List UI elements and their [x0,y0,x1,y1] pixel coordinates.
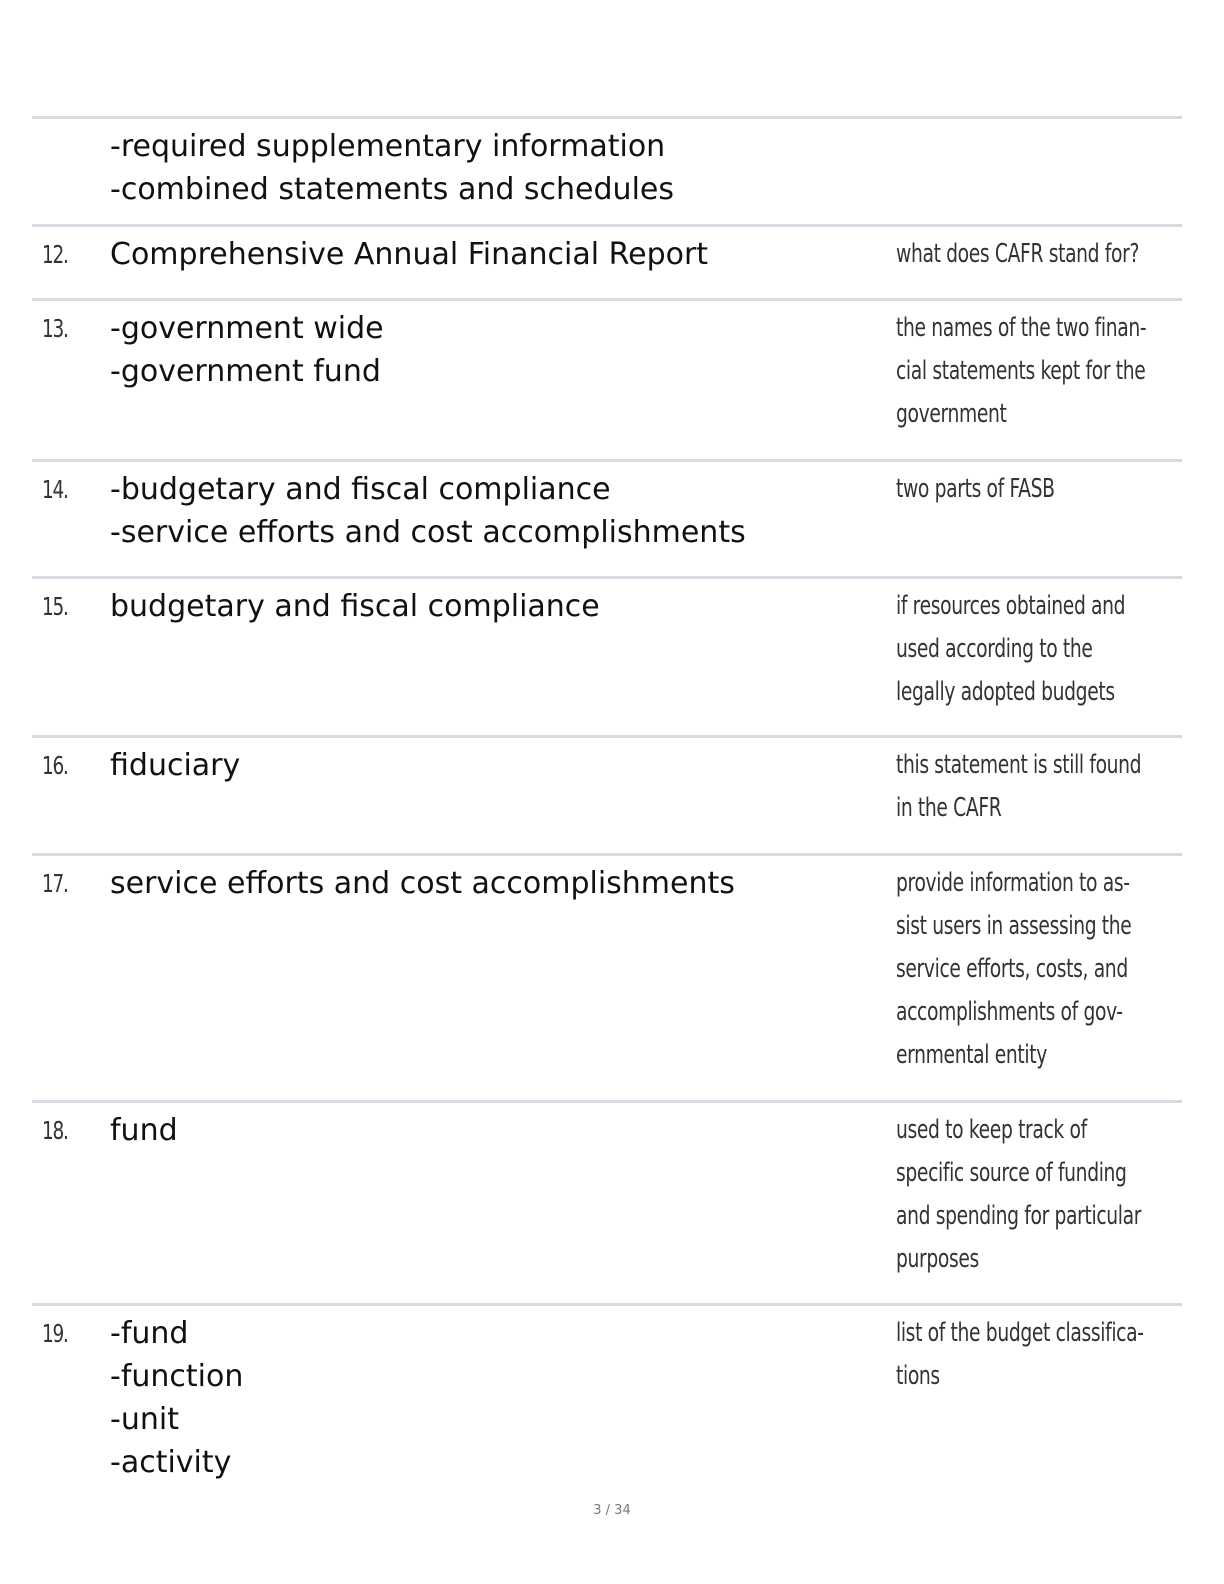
definition-line: provide information to as- [896,868,1130,898]
term-line: -unit [110,1402,179,1437]
definition-line: cial statements kept for the [896,356,1146,386]
card-number: 17. [42,869,68,898]
definition-line: if resources obtained and [896,591,1126,621]
card-term [110,1312,870,1484]
card-definition [896,1109,1162,1281]
flashcard-row [32,735,1182,823]
card-definition [896,862,1162,1077]
card-number: 14. [42,475,68,504]
term-line: -activity [110,1445,232,1480]
card-term [110,585,870,628]
definition-line: specific source of funding [896,1158,1127,1188]
definition-line: legally adopted budgets [896,677,1115,707]
term-line: -government wide [110,311,384,346]
definition-line: in the CAFR [896,793,1002,823]
card-definition [896,307,1162,436]
term-line: -service efforts and cost accomplishments [110,515,746,550]
card-term [110,468,870,554]
definition-line: ernmental entity [896,1040,1047,1070]
term-line: service efforts and cost accomplishments [110,866,735,901]
term-line: fund [110,1113,178,1148]
term-line: -required supplementary information [110,129,666,164]
term-line: -fund [110,1316,189,1351]
flashcard-row [32,298,1182,429]
term-line: budgetary and fiscal compliance [110,589,600,624]
definition-line: list of the budget classifica- [896,1318,1144,1348]
card-number: 18. [42,1116,68,1145]
card-number: 12. [42,240,68,269]
card-term [110,307,870,393]
definition-line: what does CAFR stand for? [896,239,1140,269]
card-term [110,125,870,211]
card-number: 16. [42,751,68,780]
definition-line: the names of the two finan- [896,313,1147,343]
term-line: fiduciary [110,748,241,783]
definition-line: government [896,399,1007,429]
flashcard-row [32,1100,1182,1274]
page-indicator: 3 / 34 [593,1503,631,1518]
flashcard-row [32,853,1182,1070]
definition-line: tions [896,1361,940,1391]
term-line: -function [110,1359,244,1394]
card-number: 13. [42,314,68,343]
card-definition [896,468,1162,511]
definition-line: service efforts, costs, and [896,954,1128,984]
definition-line: used according to the [896,634,1093,664]
term-line: -budgetary and fiscal compliance [110,472,611,507]
term-line: Comprehensive Annual Financial Report [110,237,709,272]
flashcard-row [32,224,1182,272]
card-definition [896,233,1162,276]
definition-line: accomplishments of gov- [896,997,1123,1027]
flashcard-row [32,1303,1182,1480]
card-number: 15. [42,592,68,621]
flashcard-row [32,576,1182,707]
card-term [110,744,870,787]
card-term [110,1109,870,1152]
definition-line: sist users in assessing the [896,911,1132,941]
card-definition [896,1312,1162,1398]
definition-line: purposes [896,1244,979,1274]
definition-line: this statement is still found [896,750,1142,780]
flashcard-row [32,116,1182,207]
term-line: -government fund [110,354,381,389]
definition-line: two parts of FASB [896,474,1055,504]
term-line: -combined statements and schedules [110,172,674,207]
definition-line: and spending for particular [896,1201,1142,1231]
card-definition [896,744,1162,830]
card-term [110,862,870,905]
card-definition [896,585,1162,714]
card-term [110,233,870,276]
card-number: 19. [42,1319,68,1348]
flashcard-row [32,459,1182,550]
definition-line: used to keep track of [896,1115,1087,1145]
